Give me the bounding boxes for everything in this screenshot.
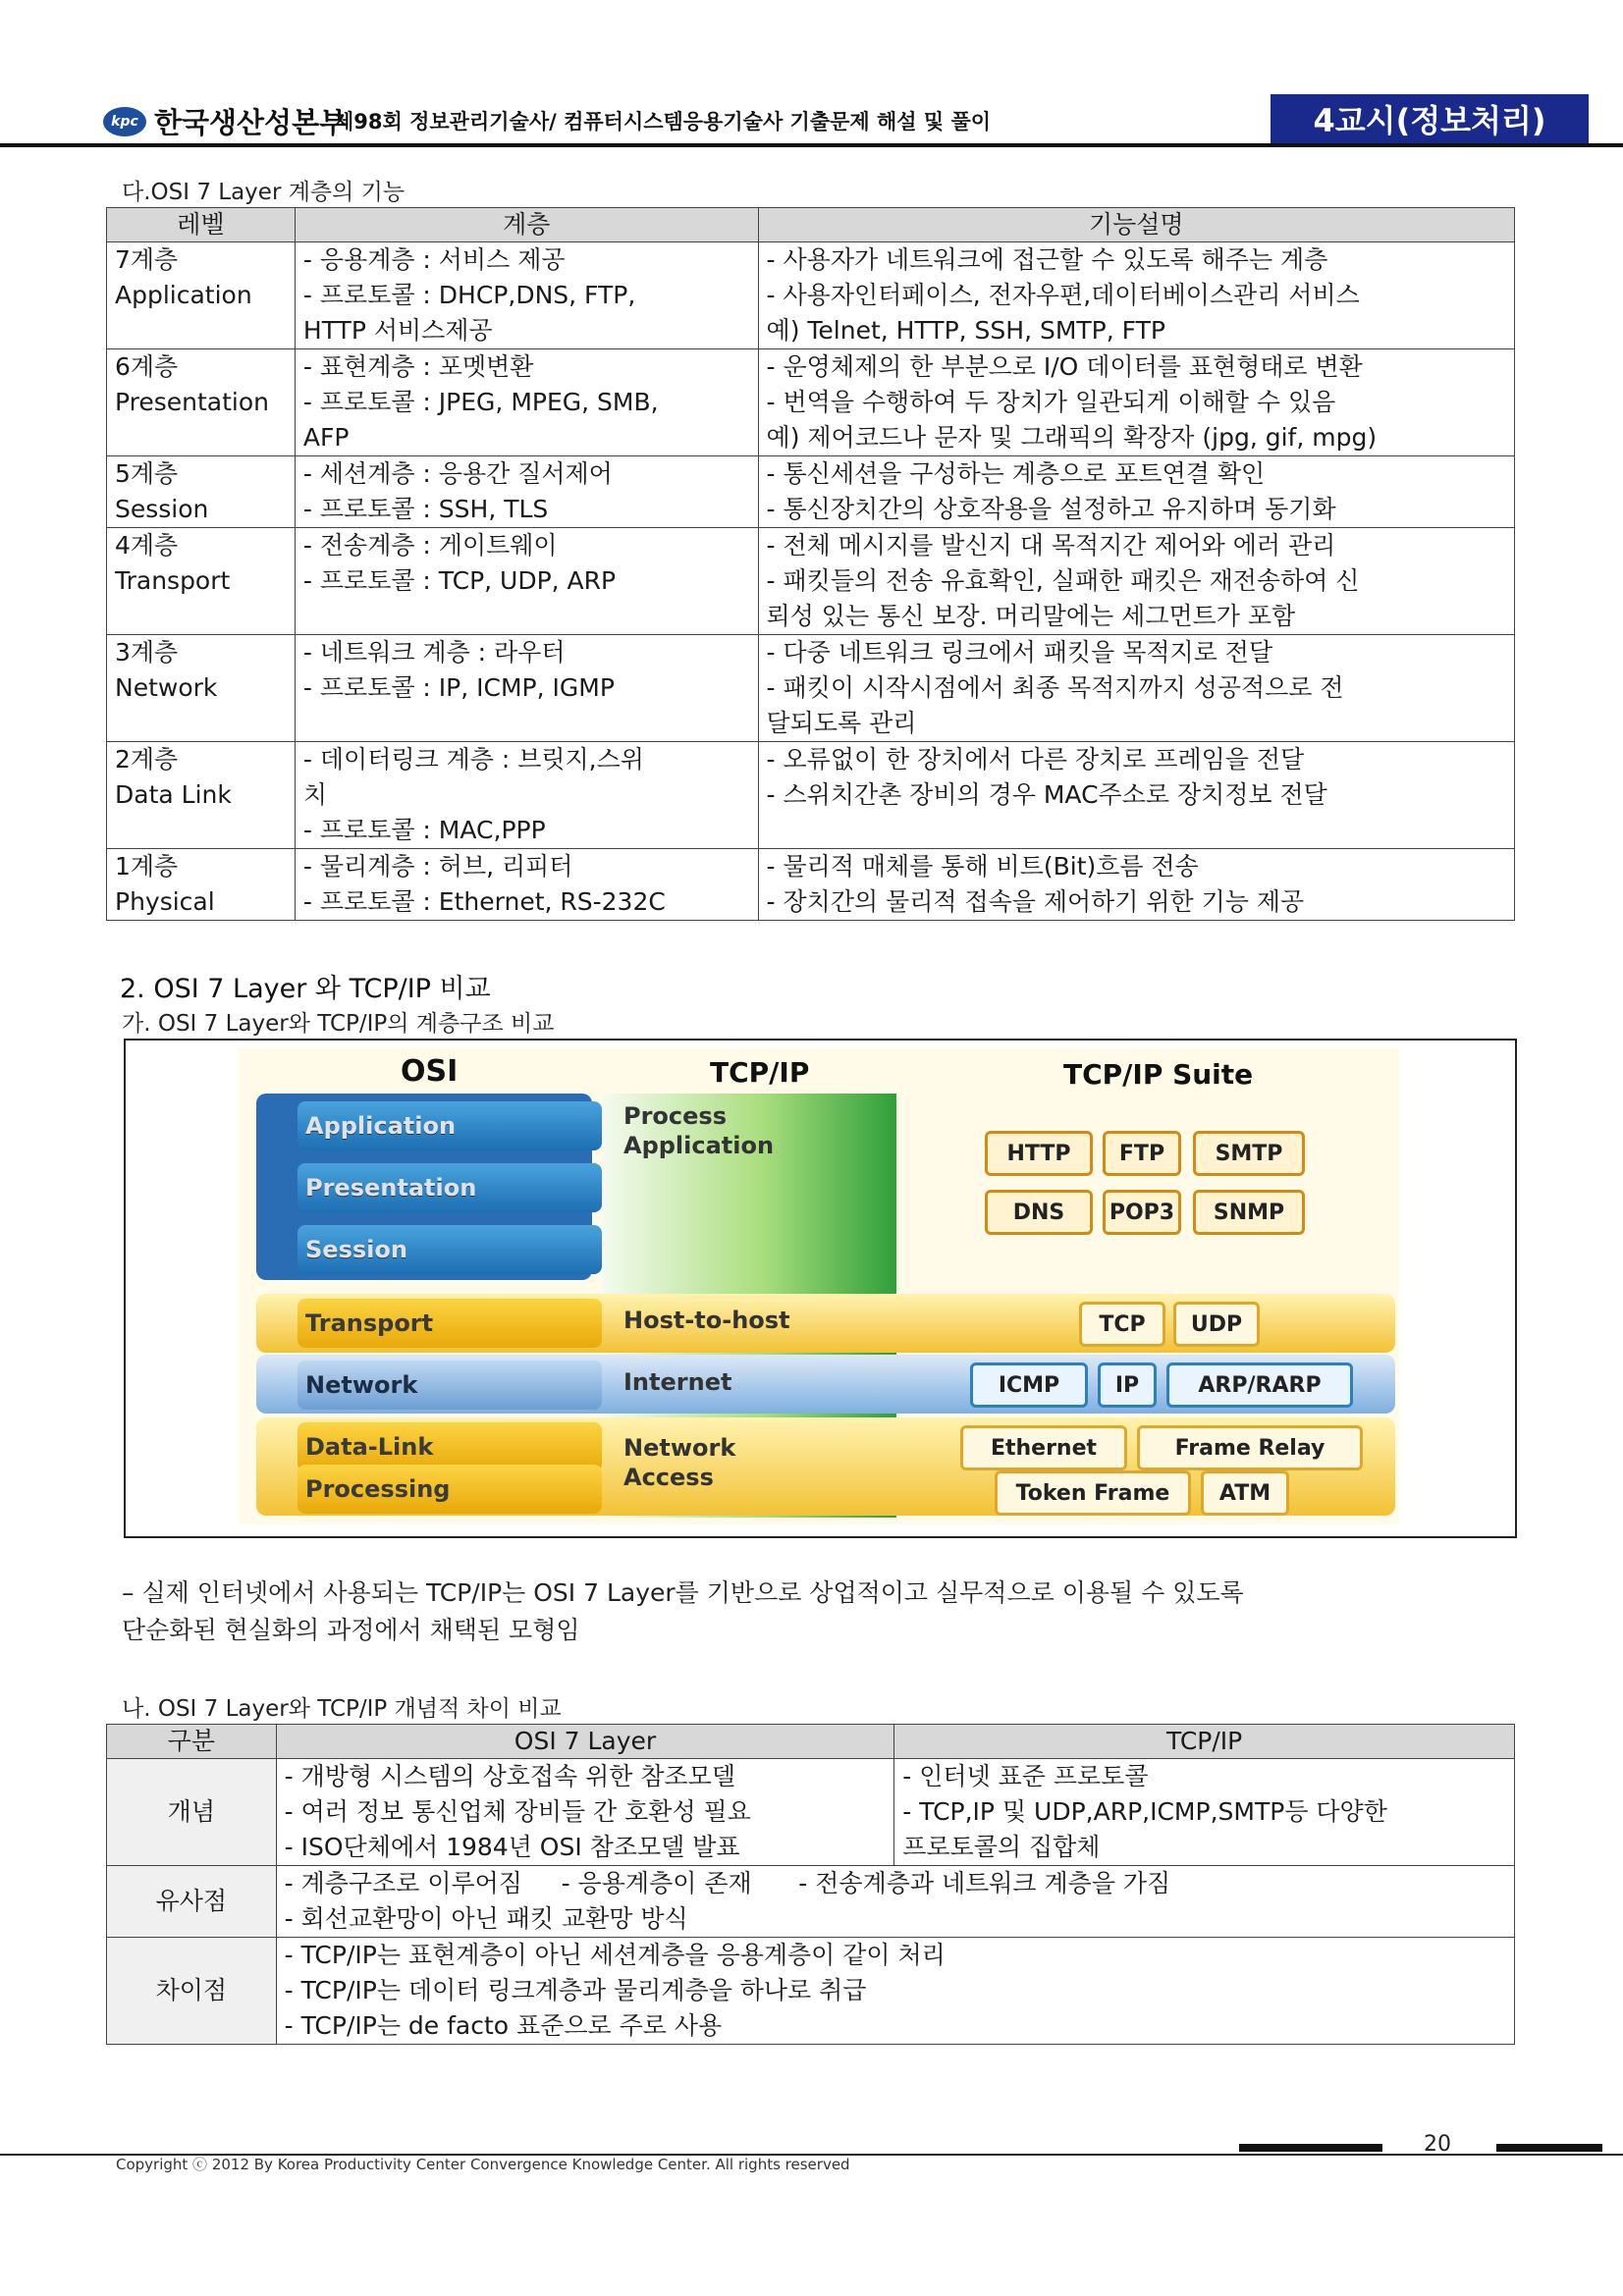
proto-dns: DNS [985,1190,1093,1235]
tcpip-access-line1: Network [623,1434,736,1462]
desc-cell-line: 달되도록 관리 [766,709,917,737]
proto-smtp: SMTP [1193,1131,1305,1176]
header-badge: 4교시(정보처리) [1271,94,1589,143]
section-da-title: 다.OSI 7 Layer 계층의 기능 [122,180,406,205]
proto-arp-rarp: ARP/RARP [1166,1362,1353,1408]
osi-layer-datalink: Data-Link [298,1422,602,1471]
layer-cell [295,528,758,635]
layer-cell [295,456,758,528]
level-cell-line: 5계층 [115,459,179,488]
diff-line: - TCP/IP는 de facto 표준으로 주로 사용 [284,2011,723,2040]
osi-tcpip-diagram [239,1048,1399,1524]
footer-bar-right [1496,2144,1602,2152]
level-cell [107,456,296,528]
proto-http: HTTP [985,1131,1093,1176]
col-tcpip: TCP/IP [710,1056,810,1089]
level-cell [107,849,296,921]
proto-token-frame: Token Frame [995,1470,1191,1516]
concept-osi-line: - 개방형 시스템의 상호접속 위한 참조모델 [284,1762,735,1790]
label-concept: 개념 [107,1759,277,1866]
level-cell-line: Network [115,673,218,702]
desc-cell-line: - 물리적 매체를 통해 비트(Bit)흐름 전송 [766,852,1199,881]
kpc-logo-icon: kpc [103,107,146,136]
layer-cell-line: AFP [302,423,350,452]
layer-cell-line: - 세션계층 : 응용간 질서제어 [302,459,613,488]
level-cell-line: 1계층 [115,852,179,881]
osi-layer-processing: Processing [298,1465,602,1514]
layer-cell-line: - 프로토콜 : IP, ICMP, IGMP [302,673,615,702]
table-row [107,456,1515,528]
header-subtitle: 제98회 정보관리기술사/ 컴퓨터시스템응용기술사 기출문제 해설 및 풀이 [334,110,992,133]
header-tcpip: TCP/IP [894,1725,1515,1759]
layer-cell [295,849,758,921]
tcpip-layer-host-to-host: Host-to-host [623,1307,790,1334]
desc-cell [758,242,1514,349]
layer-cell [295,349,758,456]
layer-cell-line: 치 [302,780,328,809]
concept-osi [276,1759,894,1866]
osi-layer-presentation: Presentation [298,1163,602,1212]
diff-line: - TCP/IP는 표현계층이 아닌 세션계층을 응용계층이 같이 처리 [284,1941,946,1969]
table-row [107,849,1515,921]
note-line-1: – 실제 인터넷에서 사용되는 TCP/IP는 OSI 7 Layer를 기반으로 상업적이고 실무적으로 이용될 수 있도록 [122,1578,1244,1607]
tcpip-access-line2: Access [623,1464,714,1491]
layer-cell-line: - 데이터링크 계층 : 브릿지,스위 [302,745,644,774]
tcpip-layer-process-application [623,1101,774,1160]
org-name: 한국생산성본부 [154,106,348,139]
table-header-row [107,1725,1515,1759]
layer-cell [295,635,758,742]
level-cell-line: Physical [115,887,215,916]
desc-cell-line: 예) Telnet, HTTP, SSH, SMTP, FTP [766,316,1165,345]
layer-cell-line: - 프로토콜 : JPEG, MPEG, SMB, [302,388,659,416]
table-row [107,742,1515,849]
desc-cell-line: 뢰성 있는 통신 보장. 머리말에는 세그먼트가 포함 [766,602,1296,630]
concept-tcp-line: - 인터넷 표준 프로토콜 [902,1762,1149,1790]
desc-cell-line: - 통신장치간의 상호작용을 설정하고 유지하며 동기화 [766,495,1336,523]
desc-cell-line: 예) 제어코드나 문자 및 그래픽의 확장자 (jpg, gif, mpg) [766,423,1378,452]
table-row [107,635,1515,742]
header-logo [103,101,347,141]
note-paragraph [122,1575,1244,1649]
section-2-title: 2. OSI 7 Layer 와 TCP/IP 비교 [120,974,491,1004]
layer-cell-line: - 표현계층 : 포멧변환 [302,352,534,381]
table-row [107,528,1515,635]
level-cell-line: 2계층 [115,745,179,774]
layer-cell-line: HTTP 서비스제공 [302,316,493,345]
level-cell-line: Application [115,281,252,309]
proto-udp: UDP [1173,1302,1260,1347]
note-line-2: 단순화된 현실화의 과정에서 채택된 모형임 [122,1616,580,1644]
footer-bar-left [1239,2144,1382,2152]
desc-cell [758,742,1514,849]
level-cell-line: 3계층 [115,638,179,667]
proto-snmp: SNMP [1193,1190,1305,1235]
proto-ethernet: Ethernet [960,1425,1127,1470]
page-number: 20 [1424,2132,1451,2157]
tcpip-layer-internet: Internet [623,1368,732,1396]
col-suite: TCP/IP Suite [1063,1058,1254,1091]
osi-layer-network: Network [298,1361,602,1410]
desc-cell [758,456,1514,528]
desc-cell-line: - 다중 네트워크 링크에서 패킷을 목적지로 전달 [766,638,1273,667]
desc-cell [758,528,1514,635]
level-cell [107,349,296,456]
proto-tcp: TCP [1079,1302,1165,1347]
table-row [107,349,1515,456]
layer-cell-line: - 네트워크 계층 : 라우터 [302,638,566,667]
layer-cell-line: - 프로토콜 : SSH, TLS [302,495,549,523]
desc-cell-line: - 운영체제의 한 부분으로 I/O 데이터를 표현형태로 변환 [766,352,1363,381]
osi-layer-transport: Transport [298,1299,602,1348]
header-layer: 계층 [295,208,758,242]
similar-line: - 계층구조로 이루어짐 - 응용계층이 존재 - 전송계층과 네트워크 계층을 가짐 [284,1869,1171,1897]
desc-cell-line: - 사용자인터페이스, 전자우편,데이터베이스관리 서비스 [766,281,1360,309]
row-similar [107,1866,1515,1938]
proto-ftp: FTP [1103,1131,1181,1176]
header-desc: 기능설명 [758,208,1514,242]
label-similar: 유사점 [107,1866,277,1938]
desc-cell-line: - 번역을 수행하여 두 장치가 일관되게 이해할 수 있음 [766,388,1336,416]
diff-content [276,1938,1514,2045]
row-concept [107,1759,1515,1866]
osi-layer-application: Application [298,1101,602,1150]
level-cell-line: 7계층 [115,245,179,274]
level-cell [107,242,296,349]
tcpip-process-line1: Process [623,1102,727,1130]
desc-cell-line: - 장치간의 물리적 접속을 제어하기 위한 기능 제공 [766,887,1305,916]
desc-cell-line: - 패킷이 시작시점에서 최종 목적지까지 성공적으로 전 [766,673,1344,702]
header-category: 구분 [107,1725,277,1759]
layer-cell-line: - 프로토콜 : DHCP,DNS, FTP, [302,281,636,309]
layer-cell-line: - 프로토콜 : TCP, UDP, ARP [302,566,617,595]
layer-cell-line: - 응용계층 : 서비스 제공 [302,245,566,274]
level-cell-line: 4계층 [115,531,179,560]
osi-layer-session: Session [298,1225,602,1274]
layer-cell-line: - 전송계층 : 게이트웨이 [302,531,558,560]
header-level: 레벨 [107,208,296,242]
layer-cell [295,242,758,349]
concept-tcp-line: - TCP,IP 및 UDP,ARP,ICMP,SMTP등 다양한 [902,1797,1387,1826]
level-cell-line: Data Link [115,780,232,809]
col-osi: OSI [401,1054,459,1089]
proto-frame-relay: Frame Relay [1137,1425,1363,1470]
section-na-title: 나. OSI 7 Layer와 TCP/IP 개념적 차이 비교 [122,1696,562,1722]
concept-tcp-line: 프로토콜의 집합체 [902,1833,1101,1861]
desc-cell-line: - 스위치간촌 장비의 경우 MAC주소로 장치정보 전달 [766,780,1327,809]
proto-pop3: POP3 [1103,1190,1181,1235]
concept-osi-line: - 여러 정보 통신업체 장비들 간 호환성 필요 [284,1797,751,1826]
level-cell-line: 6계층 [115,352,179,381]
tcpip-process-line2: Application [623,1132,775,1159]
proto-icmp: ICMP [970,1362,1088,1408]
osi-tcpip-compare-table [106,1724,1515,2045]
desc-cell [758,635,1514,742]
similar-line: - 회선교환망이 아닌 패킷 교환망 방식 [284,1904,688,1933]
desc-cell-line: - 패킷들의 전송 유효확인, 실패한 패킷은 재전송하여 신 [766,566,1360,595]
layer-cell-line: - 프로토콜 : MAC,PPP [302,816,546,844]
tcpip-layer-network-access [623,1433,735,1492]
proto-atm: ATM [1201,1470,1289,1516]
level-cell-line: Presentation [115,388,270,416]
desc-cell-line: - 전체 메시지를 발신지 대 목적지간 제어와 에러 관리 [766,531,1336,560]
table-row [107,242,1515,349]
desc-cell [758,849,1514,921]
table-header-row [107,208,1515,242]
row-diff [107,1938,1515,2045]
desc-cell-line: - 사용자가 네트워크에 접근할 수 있도록 해주는 계층 [766,245,1328,274]
level-cell [107,528,296,635]
concept-osi-line: - ISO단체에서 1984년 OSI 참조모델 발표 [284,1833,740,1861]
level-cell-line: Session [115,495,209,523]
diff-line: - TCP/IP는 데이터 링크계층과 물리계층을 하나로 취급 [284,1976,867,2004]
desc-cell-line: - 통신세션을 구성하는 계층으로 포트연결 확인 [766,459,1266,488]
header-rule [0,143,1623,147]
proto-ip: IP [1098,1362,1157,1408]
layer-cell-line: - 프로토콜 : Ethernet, RS-232C [302,887,666,916]
level-cell [107,635,296,742]
header-osi: OSI 7 Layer [276,1725,894,1759]
section-ga-title: 가. OSI 7 Layer와 TCP/IP의 계층구조 비교 [122,1011,555,1037]
desc-cell-line: - 오류없이 한 장치에서 다른 장치로 프레임을 전달 [766,745,1305,774]
level-cell [107,742,296,849]
similar-content [276,1866,1514,1938]
layer-cell-line: - 물리계층 : 허브, 리피터 [302,852,573,881]
level-cell-line: Transport [115,566,231,595]
footer-copyright: Copyright ⓒ 2012 By Korea Productivity Center Convergence Knowledge Center. All rights reserved [116,2156,850,2173]
layer-cell [295,742,758,849]
desc-cell [758,349,1514,456]
osi-function-table [106,207,1515,921]
concept-tcp [894,1759,1515,1866]
label-diff: 차이점 [107,1938,277,2045]
